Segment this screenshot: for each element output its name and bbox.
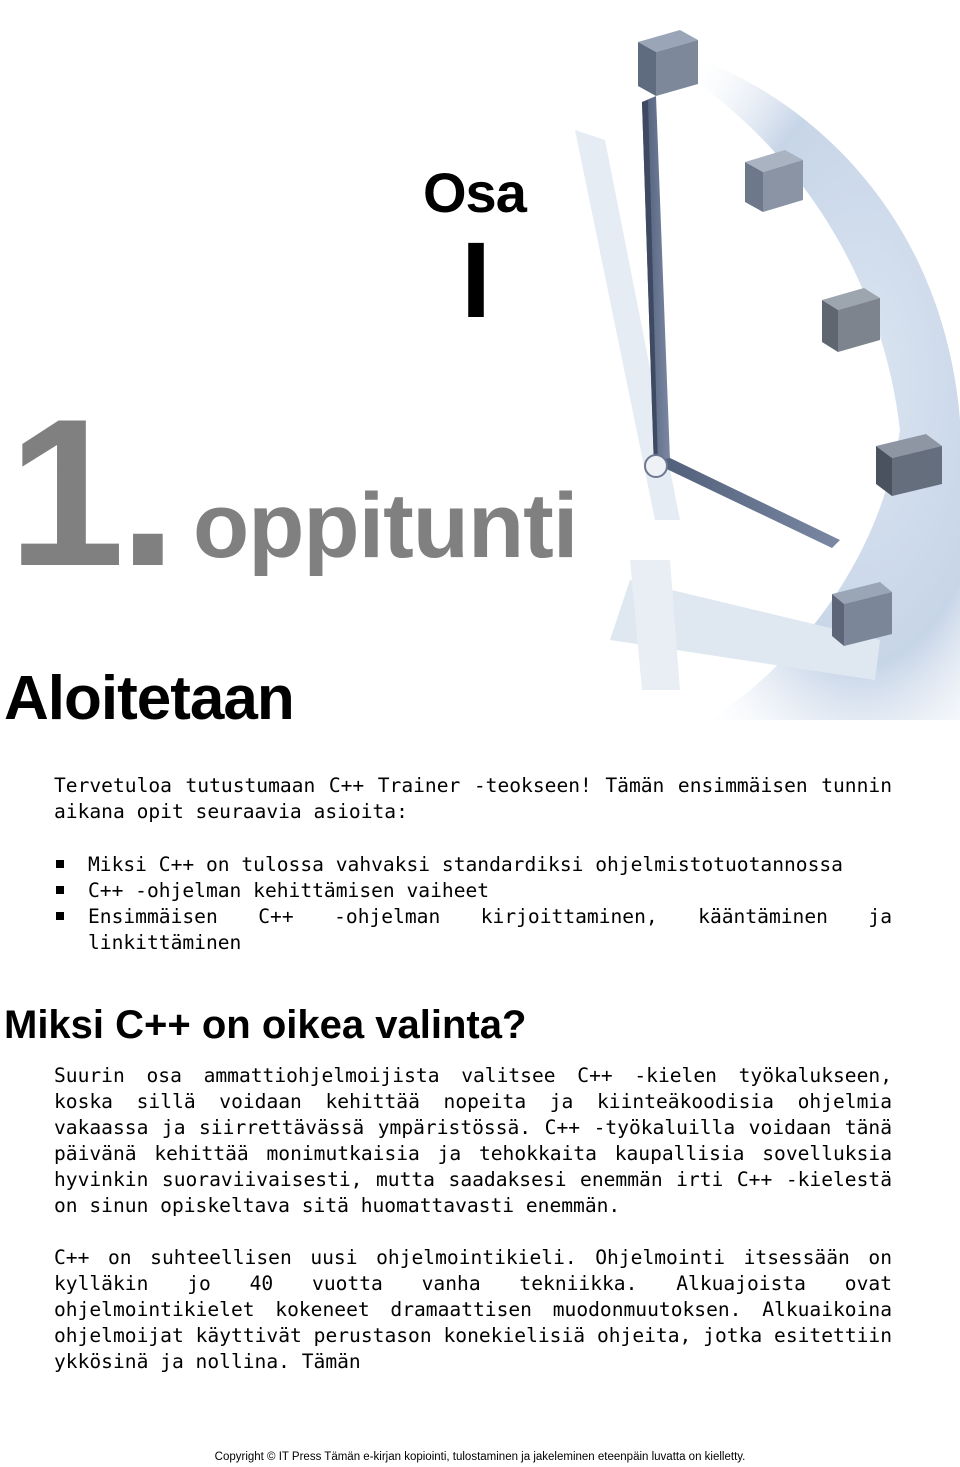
intro-paragraph: Tervetuloa tutustumaan C++ Trainer -teokseen! Tämän ensimmäisen tunnin aikana opit seuraavia asioita: <box>54 774 892 823</box>
bullet-square-icon <box>56 912 64 920</box>
chapter-title: Aloitetaan <box>4 664 294 733</box>
part-label: Osa <box>423 161 526 224</box>
clock-illustration <box>380 0 960 720</box>
copyright-footer: Copyright © IT Press Tämän e-kirjan kopiointi, tulostaminen ja jakeleminen eteenpäin luvatta on kielletty. <box>214 1451 746 1463</box>
part-number: I <box>461 219 492 340</box>
bullet-square-icon <box>56 886 64 894</box>
bullet-square-icon <box>56 860 64 868</box>
list-item: Ensimmäisen C++ -ohjelman kirjoittaminen, kääntäminen ja linkittäminen <box>54 904 892 956</box>
topic-list <box>54 852 892 956</box>
cube-3-icon <box>822 288 880 352</box>
body-paragraph: C++ on suhteellisen uusi ohjelmointikieli. Ohjelmointi itsessään on kylläkin jo 40 vuotta vanha tekniikka. Alkuajoista ovat ohjelmointikielet kokeneet dramaattisen muodonmuutoksen. Alkuaikoina ohjelmoijat käyttivät perustason konekielisiä ohjeita, jotka esitettiin ykkösinä ja nollina. Tämän <box>54 1246 892 1373</box>
body-paragraph: Suurin osa ammattiohjelmoijista valitsee C++ -kielen työkalukseen, koska sillä voidaan kehittää nopeita ja kiinteäkoodisia ohjelmia vakaassa ja siirrettävässä ympäristössä. C++ -työkaluilla voidaan tänä päivänä kehittää monimutkaisia ja tehokkaita kaupallisia sovelluksia hyvinkin suoraviivaisesti, mutta saadaksesi enemmän irti C++ -kielestä on sinun opiskeltava sitä huomattavasti enemmän. <box>54 1064 892 1217</box>
cube-2-icon <box>745 150 803 212</box>
list-item: C++ -ohjelman kehittämisen vaiheet <box>54 878 892 904</box>
cube-1-icon <box>638 30 698 96</box>
lesson-number: 1. <box>8 375 172 610</box>
section-heading: Miksi C++ on oikea valinta? <box>4 1003 527 1047</box>
list-item: Miksi C++ on tulossa vahvaksi standardiksi ohjelmistotuotannossa <box>54 852 892 878</box>
lesson-label: oppitunti <box>193 475 578 577</box>
